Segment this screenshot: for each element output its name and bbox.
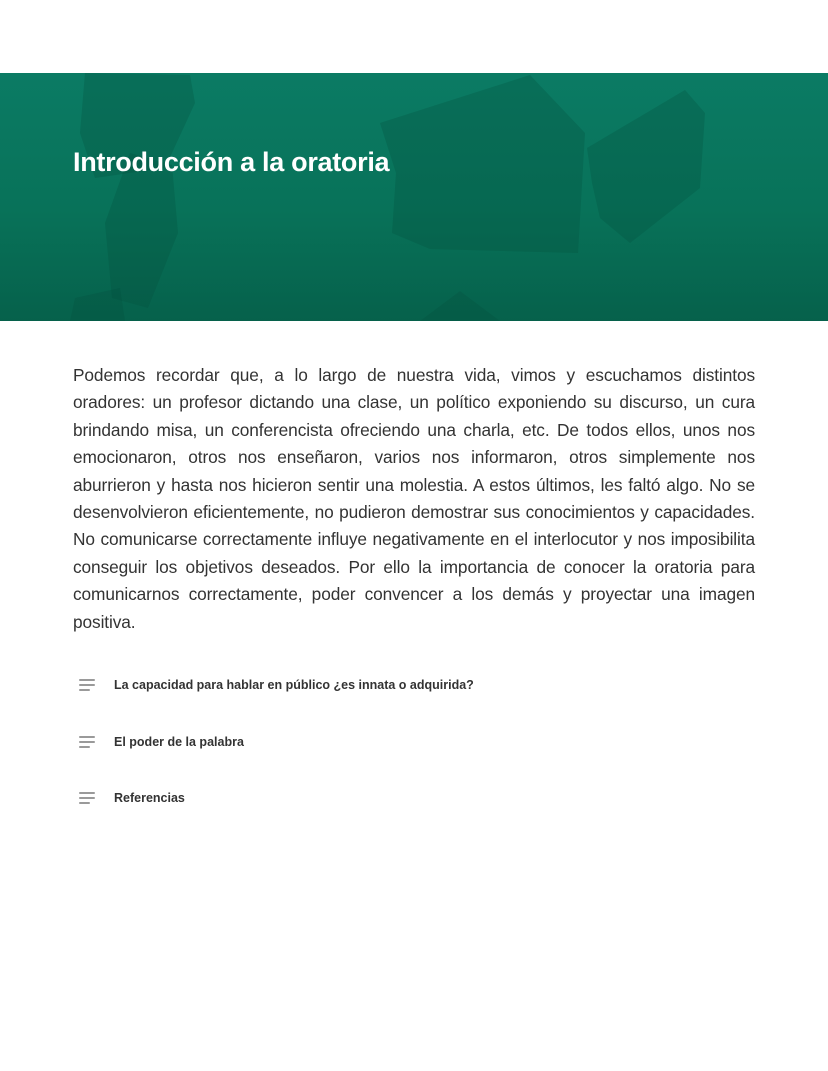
decorative-shapes-background [0,73,828,321]
section-link-label: El poder de la palabra [114,734,244,749]
section-link-label: Referencias [114,791,185,805]
text-lines-icon [79,792,95,804]
page-title: Introducción a la oratoria [73,147,390,177]
lesson-banner [0,73,828,321]
section-link-poder-palabra[interactable] [79,730,474,754]
section-link-label: La capacidad para hablar en público ¿es innata o adquirida? [114,678,474,692]
intro-paragraph: Podemos recordar que, a lo largo de nuestra vida, vimos y escuchamos distintos oradores: un profesor dictando una clase, un político exponiendo su discurso, un cura brindando misa, un conferencista ofreciendo una charla, etc. De todos ellos, unos nos emocionaron, otros nos enseñaron, varios nos informaron, otros simplemente nos aburrieron y hasta nos hicieron sentir una molestia. A estos últimos, les faltó algo. No se desenvolvieron eficientemente, no pudieron demostrar sus conocimientos y capacidades. No comunicarse correctamente influye negativamente en el interlocutor y nos imposibilita conseguir los objetivos deseados. Por ello la importancia de conocer la oratoria para comunicarnos correctamente, poder convencer a los demás y proyectar una imagen positiva. [73,365,755,632]
text-lines-icon [79,736,95,748]
lesson-content [73,362,755,636]
section-link-capacidad[interactable] [79,673,474,697]
section-link-referencias[interactable] [79,786,474,810]
text-lines-icon [79,679,95,691]
section-list [79,673,474,843]
